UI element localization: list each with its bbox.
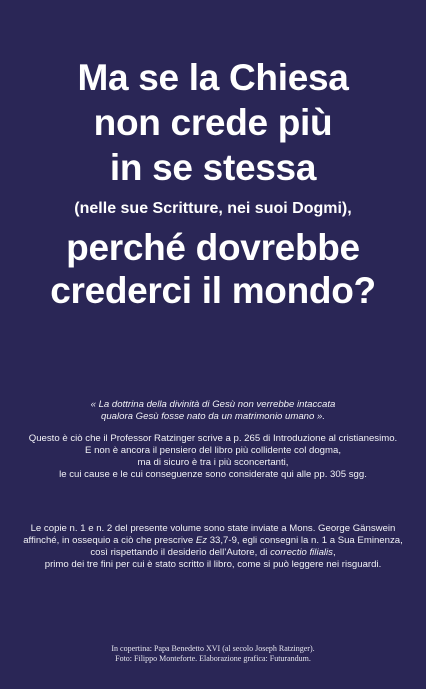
paragraph-2-line-4: primo dei tre fini per cui è stato scritto il libro, come si può leggere nei risguardi.	[44, 559, 382, 570]
paragraph-1-line-3: ma di sicuro è tra i più sconcertanti,	[137, 457, 289, 468]
paragraph-2-line-3-a: così rispettando il desiderio dell’Autore, di	[90, 547, 271, 558]
paragraph-2-ezekiel-ref: Ez	[195, 535, 208, 546]
headline-line-6: crederci il mondo?	[50, 270, 376, 311]
paragraph-1-line-1: Questo è ciò che il Professor Ratzinger scrive a p. 265 di Introduzione al cristianesimo.	[28, 433, 398, 444]
headline-line-5: perché dovrebbe	[66, 227, 360, 268]
credits-line-2: Foto: Filippo Monteforte. Elaborazione grafica: Futurandum.	[115, 654, 311, 663]
paragraph-2-line-1: Le copie n. 1 e n. 2 del presente volume sono state inviate a Mons. George Gänswein	[30, 523, 396, 534]
cover-credits	[0, 644, 426, 664]
paragraph-1-line-2: E non è ancora il pensiero del libro più collidente col dogma,	[85, 445, 341, 456]
paragraph-2-line-2-c: 33,7-9, egli consegni la n. 1 a Sua Eminenza,	[207, 535, 403, 546]
paragraph-2-line-3	[0, 547, 426, 559]
headline-line-3: in se stessa	[109, 147, 317, 188]
paragraph-2-correctio-filialis: correctio filialis	[270, 547, 333, 558]
quote-block	[0, 399, 426, 423]
headline-line-2: non crede più	[93, 102, 333, 143]
paragraph-2-line-2-a: affinché, in ossequio a ciò che prescrive	[23, 535, 196, 546]
paragraph-copies	[0, 523, 426, 571]
paragraph-2-line-3-c: ,	[332, 547, 336, 558]
paragraph-1-line-4: le cui cause e le cui conseguenze sono considerate qui alle pp. 305 sgg.	[59, 469, 367, 480]
credits-line-1: In copertina: Papa Benedetto XVI (al secolo Joseph Ratzinger).	[111, 644, 315, 653]
paragraph-2-line-2	[0, 535, 426, 547]
headline-line-1: Ma se la Chiesa	[77, 57, 349, 98]
quote-line-2: qualora Gesù fosse nato da un matrimonio umano ».	[101, 411, 325, 422]
paragraph-ratzinger	[0, 433, 426, 481]
headline-subline: (nelle sue Scritture, nei suoi Dogmi),	[74, 200, 352, 217]
quote-line-1: « La dottrina della divinità di Gesù non verrebbe intaccata	[90, 399, 336, 410]
